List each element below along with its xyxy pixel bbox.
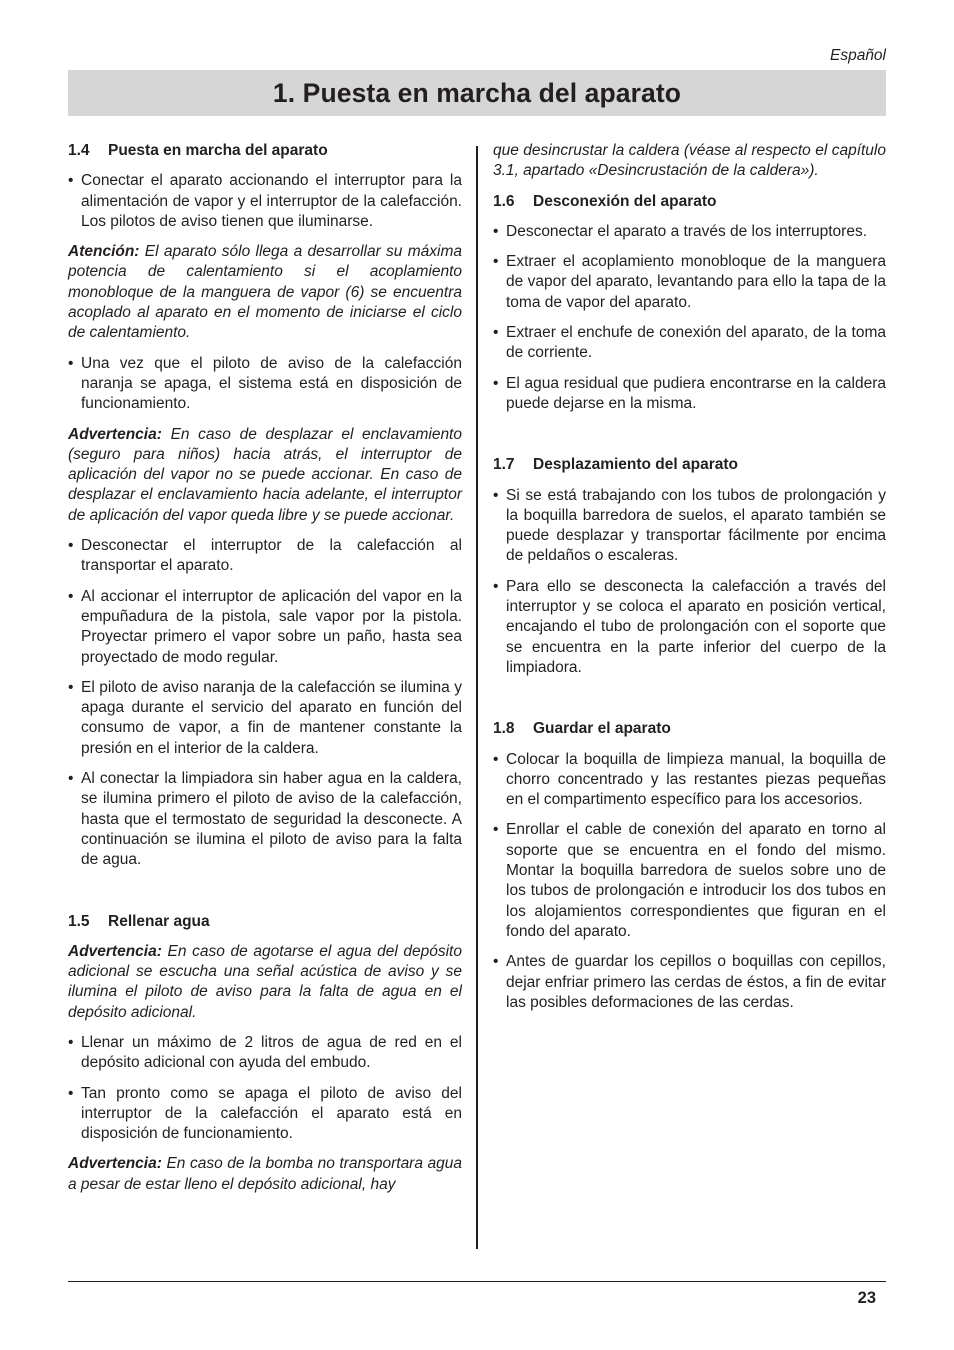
- footer-rule: [68, 1281, 886, 1282]
- list-item: • Una vez que el piloto de aviso de la calefacción naranja se apaga, el sistema está en disposición de funcionamiento.: [68, 354, 462, 413]
- bullet-list: [493, 486, 886, 679]
- warning-note: Advertencia: En caso de la bomba no transportara agua a pesar de estar lleno el depósito adicional, hay: [68, 1155, 462, 1193]
- bullet-list: [68, 1033, 462, 1144]
- continued-text: que desincrustar la caldera (véase al respecto el capítulo 3.1, apartado «Desincrustación de la caldera»).: [493, 142, 886, 180]
- bullet-list: [68, 171, 462, 232]
- note-label: Advertencia:: [68, 942, 162, 960]
- section-heading-1-7: [493, 455, 886, 475]
- bullet-list: [493, 750, 886, 1014]
- bullet-icon: •: [493, 486, 499, 504]
- bullet-icon: •: [68, 537, 74, 555]
- list-item: • Extraer el acoplamiento monobloque de la manguera de vapor del aparato, levantando para ello la tapa de la toma de vapor del aparato.: [493, 253, 886, 311]
- section-number: 1.5: [68, 912, 90, 930]
- left-column: [68, 141, 462, 1205]
- bullet-icon: •: [68, 678, 74, 696]
- bullet-icon: •: [68, 1084, 74, 1102]
- list-item: • Desconectar el interruptor de la calefacción al transportar el aparato.: [68, 537, 462, 575]
- list-item: • Al conectar la limpiadora sin haber agua en la caldera, se ilumina primero el piloto de aviso de la calefacción, hasta que el termostato de seguridad la desconecte. A continuación se ilumina el piloto de aviso para la falta de agua.: [68, 770, 462, 869]
- section-heading-1-8: [493, 719, 886, 739]
- list-item: • Desconectar el aparato a través de los interruptores.: [493, 222, 886, 242]
- bullet-list: [68, 354, 462, 415]
- bullet-icon: •: [493, 222, 499, 240]
- bullet-icon: •: [493, 750, 499, 768]
- page-number: 23: [857, 1289, 876, 1307]
- section-number: 1.4: [68, 142, 90, 159]
- chapter-title: 1. Puesta en marcha del aparato: [272, 77, 682, 108]
- list-item: • Al accionar el interruptor de aplicación del vapor en la empuñadura de la pistola, sale vapor por la pistola. Proyectar primero el vapor sobre un paño, hasta sea proyectado de modo regular.: [68, 587, 462, 666]
- list-item: • Colocar la boquilla de limpieza manual, la boquilla de chorro concentrado y las restantes piezas pequeñas en el compartimento específico para los accesorios.: [493, 750, 886, 809]
- bullet-icon: •: [493, 324, 499, 342]
- section-number: 1.6: [493, 192, 515, 210]
- bullet-icon: •: [68, 1033, 74, 1051]
- note-label: Atención:: [68, 243, 140, 261]
- section-number: 1.7: [493, 456, 515, 474]
- bullet-icon: •: [68, 770, 74, 788]
- language-label: Español: [829, 47, 886, 64]
- bullet-list: [68, 536, 462, 870]
- list-item: • Para ello se desconecta la calefacción a través del interruptor y se coloca el aparato en posición vertical, encajando el tubo de prolongación con el soporte que se encuentra en la parte inferior del cuerpo de la limpiadora.: [493, 577, 886, 676]
- list-item: • Si se está trabajando con los tubos de prolongación y la boquilla barredora de suelos, el aparato también se puede desplazar y transportar fácilmente por encima de peldaños o escaleras.: [493, 486, 886, 565]
- column-divider: [476, 146, 478, 1249]
- bullet-icon: •: [493, 253, 499, 271]
- attention-note: Atención: El aparato sólo llega a desarrollar su máxima potencia de calentamiento si el acoplamiento monobloque de la manguera de vapor (6) se encuentra acoplado al aparato en el momento de iniciarse el ciclo de calentamiento.: [68, 243, 463, 342]
- chapter-title-bar: [68, 70, 886, 116]
- bullet-icon: •: [68, 172, 74, 190]
- note-label: Advertencia:: [68, 1155, 162, 1173]
- bullet-icon: •: [68, 354, 74, 372]
- section-heading-1-4: [68, 141, 462, 161]
- section-title: Rellenar agua: [108, 912, 210, 930]
- list-item: • Tan pronto como se apaga el piloto de aviso del interruptor de la calefacción el aparato está en disposición de funcionamiento.: [68, 1084, 462, 1143]
- note-label: Advertencia:: [68, 425, 162, 443]
- section-title: Puesta en marcha del aparato: [108, 142, 328, 159]
- bullet-list: [493, 222, 886, 414]
- warning-note: Advertencia: En caso de desplazar el enclavamiento (seguro para niños) hacia atrás, el interruptor de aplicación del vapor no se puede accionar. En caso de desplazar el enclavamiento hacia adelante, el interruptor de aplicación del vapor queda libre y se puede accionar.: [68, 425, 462, 524]
- right-column: [493, 141, 886, 1023]
- list-item: • El piloto de aviso naranja de la calefacción se ilumina y apaga durante el servicio del aparato en función del consumo de vapor, a fin de mantener constante la presión en el interior de la caldera.: [68, 678, 462, 757]
- bullet-icon: •: [493, 577, 499, 595]
- list-item: • Llenar un máximo de 2 litros de agua de red en el depósito adicional con ayuda del embudo.: [68, 1033, 462, 1072]
- section-heading-1-6: [493, 192, 886, 212]
- bullet-icon: •: [68, 587, 74, 605]
- section-title: Desconexión del aparato: [533, 192, 717, 210]
- list-item: • Extraer el enchufe de conexión del aparato, de la toma de corriente.: [493, 324, 886, 362]
- bullet-icon: •: [493, 821, 499, 839]
- section-title: Desplazamiento del aparato: [533, 456, 739, 474]
- bullet-icon: •: [493, 374, 499, 392]
- list-item: • El agua residual que pudiera encontrarse en la caldera puede dejarse en la misma.: [493, 374, 886, 412]
- list-item: • Enrollar el cable de conexión del aparato en torno al soporte que se encuentra en el fondo del mismo. Montar la boquilla barredora de suelos sobre uno de los tubos de prolongación e introducir los dos tubos en los alojamientos correspondientes que figuran en el fondo del aparato.: [493, 821, 886, 940]
- section-title: Guardar el aparato: [533, 720, 671, 738]
- bullet-icon: •: [493, 953, 499, 971]
- warning-note: Advertencia: En caso de agotarse el agua del depósito adicional se escucha una señal acústica de aviso y se ilumina el piloto de aviso para la falta de agua en el depósito adicional.: [68, 942, 462, 1021]
- list-item: • Conectar el aparato accionando el interruptor para la alimentación de vapor y el interruptor de la calefacción. Los pilotos de aviso tienen que iluminarse.: [68, 172, 462, 230]
- section-heading-1-5: [68, 912, 462, 932]
- list-item: • Antes de guardar los cepillos o boquillas con cepillos, dejar enfriar primero las cerdas de éstos, a fin de evitar las posibles deformaciones de las cerdas.: [493, 953, 886, 1011]
- section-number: 1.8: [493, 720, 515, 738]
